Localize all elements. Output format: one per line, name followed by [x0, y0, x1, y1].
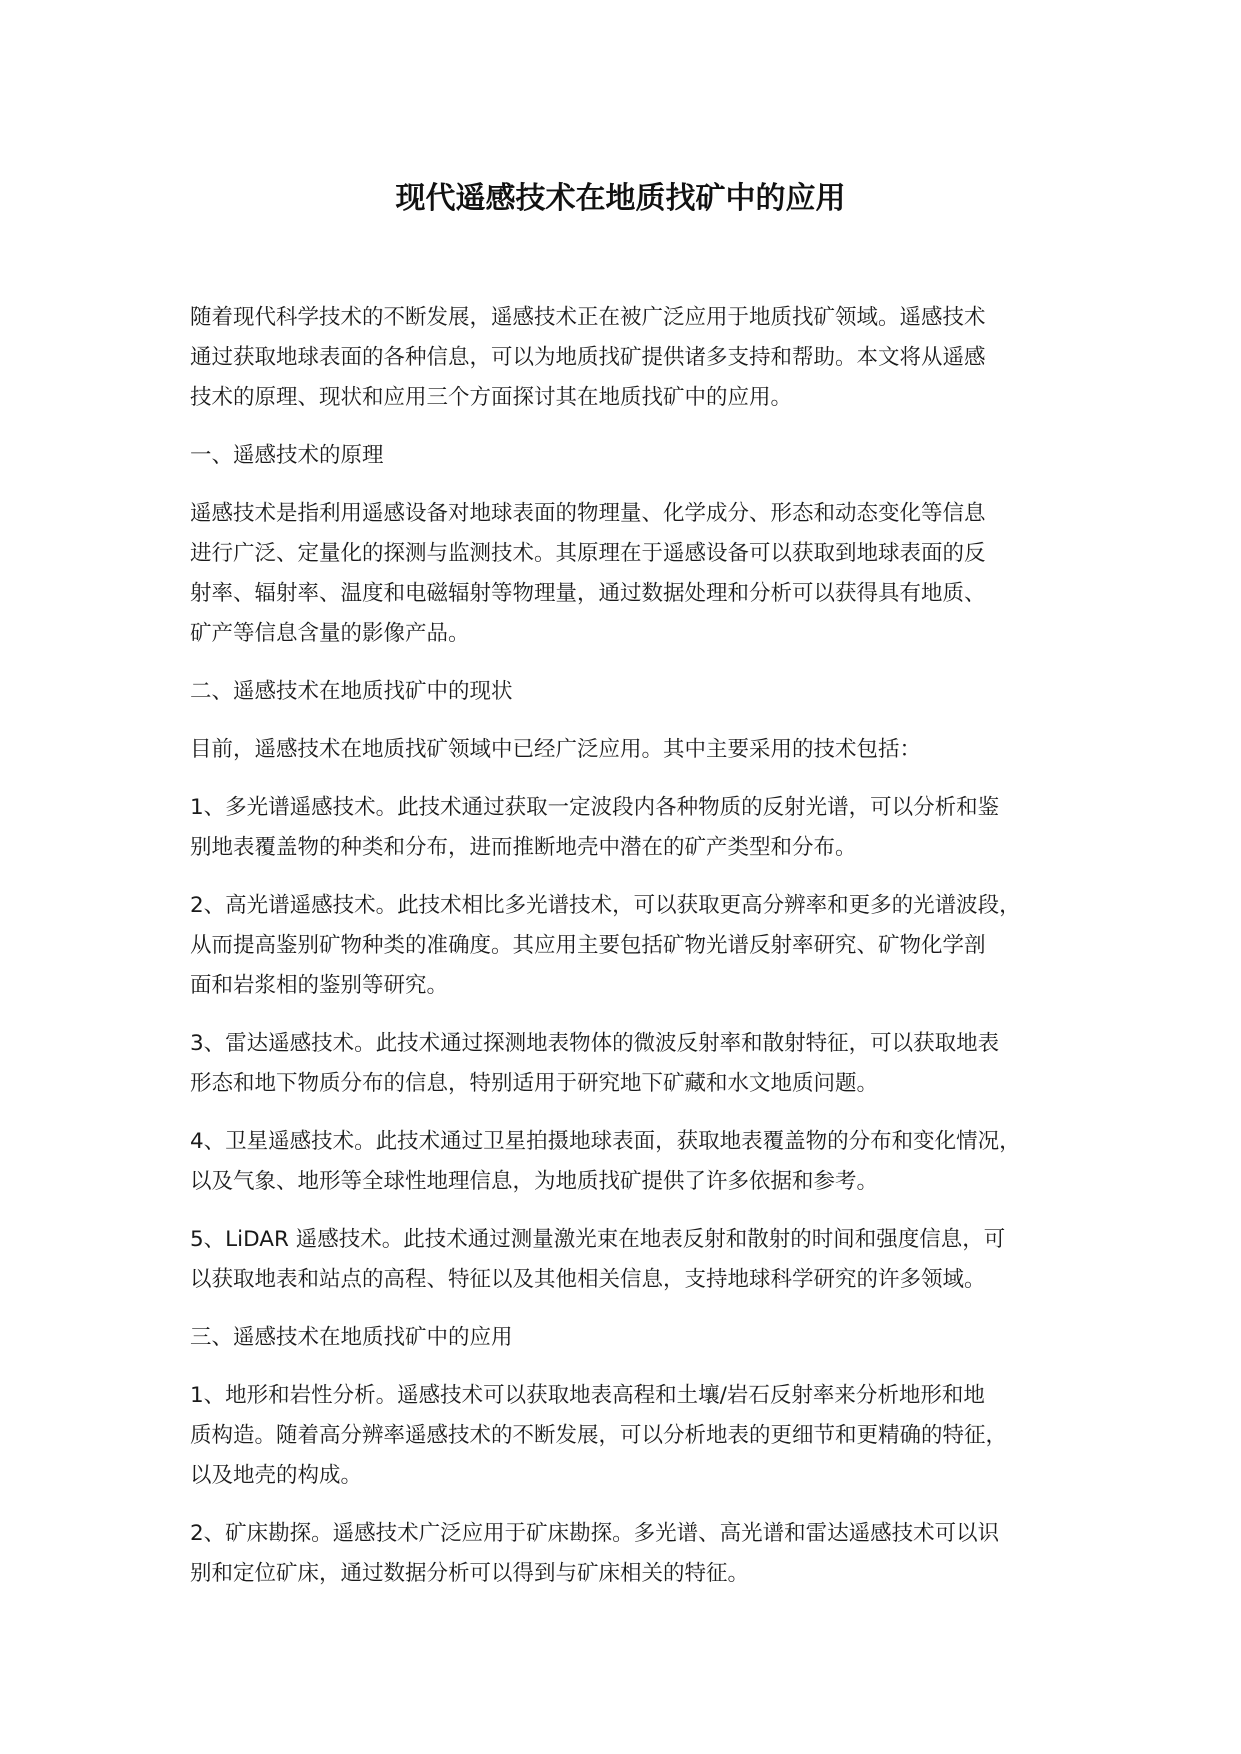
paragraph — [190, 1024, 1090, 1104]
paragraph — [190, 730, 1090, 770]
paragraph-line: 随着现代科学技术的不断发展，遥感技术正在被广泛应用于地质找矿领域。遥感技术 — [190, 305, 986, 330]
paragraph — [190, 1122, 1090, 1202]
paragraph — [190, 494, 1090, 654]
paragraph-line: 别和定位矿床，通过数据分析可以得到与矿床相关的特征。 — [190, 1561, 750, 1586]
paragraph-line: 质构造。随着高分辨率遥感技术的不断发展，可以分析地表的更细节和更精确的特征， — [190, 1423, 1008, 1448]
paragraph-line: 1、多光谱遥感技术。此技术通过获取一定波段内各种物质的反射光谱，可以分析和鉴 — [190, 795, 1000, 820]
paragraph-line: 1、地形和岩性分析。遥感技术可以获取地表高程和土壤/岩石反射率来分析地形和地 — [190, 1383, 985, 1408]
paragraph-line: 目前，遥感技术在地质找矿领域中已经广泛应用。其中主要采用的技术包括： — [190, 737, 922, 762]
paragraph-line: 以及地壳的构成。 — [190, 1463, 363, 1488]
paragraph-line: 4、卫星遥感技术。此技术通过卫星拍摄地球表面，获取地表覆盖物的分布和变化情况， — [190, 1129, 1021, 1154]
paragraph-line: 三、遥感技术在地质找矿中的应用 — [190, 1325, 513, 1350]
paragraph-line: 5、LiDAR 遥感技术。此技术通过测量激光束在地表反射和散射的时间和强度信息，可 — [190, 1227, 1006, 1252]
paragraph-line: 3、雷达遥感技术。此技术通过探测地表物体的微波反射率和散射特征，可以获取地表 — [190, 1031, 1000, 1056]
paragraph-line: 形态和地下物质分布的信息，特别适用于研究地下矿藏和水文地质问题。 — [190, 1071, 879, 1096]
paragraph — [190, 1376, 1090, 1496]
paragraph — [190, 886, 1090, 1006]
paragraph-line: 进行广泛、定量化的探测与监测技术。其原理在于遥感设备可以获取到地球表面的反 — [190, 541, 986, 566]
paragraph-line: 以及气象、地形等全球性地理信息，为地质找矿提供了许多依据和参考。 — [190, 1169, 879, 1194]
paragraph-line: 矿产等信息含量的影像产品。 — [190, 621, 470, 646]
paragraph — [190, 1514, 1090, 1594]
paragraph-line: 2、高光谱遥感技术。此技术相比多光谱技术，可以获取更高分辨率和更多的光谱波段， — [190, 893, 1021, 918]
paragraph-line: 面和岩浆相的鉴别等研究。 — [190, 973, 449, 998]
paragraph — [190, 1318, 1090, 1358]
paragraph-line: 二、遥感技术在地质找矿中的现状 — [190, 679, 513, 704]
paragraph-line: 2、矿床勘探。遥感技术广泛应用于矿床勘探。多光谱、高光谱和雷达遥感技术可以识 — [190, 1521, 1000, 1546]
paragraph — [190, 436, 1090, 476]
paragraph-line: 以获取地表和站点的高程、特征以及其他相关信息，支持地球科学研究的许多领域。 — [190, 1267, 986, 1292]
paragraph-line: 射率、辐射率、温度和电磁辐射等物理量，通过数据处理和分析可以获得具有地质、 — [190, 581, 986, 606]
paragraph-line: 从而提高鉴别矿物种类的准确度。其应用主要包括矿物光谱反射率研究、矿物化学剖 — [190, 933, 986, 958]
paragraph-line: 通过获取地球表面的各种信息，可以为地质找矿提供诸多支持和帮助。本文将从遥感 — [190, 345, 986, 370]
paragraph-line: 别地表覆盖物的种类和分布，进而推断地壳中潜在的矿产类型和分布。 — [190, 835, 857, 860]
document-title: 现代遥感技术在地质找矿中的应用 — [395, 181, 846, 216]
paragraph-line: 遥感技术是指利用遥感设备对地球表面的物理量、化学成分、形态和动态变化等信息 — [190, 501, 986, 526]
paragraph — [190, 672, 1090, 712]
paragraph — [190, 1220, 1090, 1300]
paragraph-line: 技术的原理、现状和应用三个方面探讨其在地质找矿中的应用。 — [190, 385, 793, 410]
paragraph — [190, 788, 1090, 868]
paragraph — [190, 298, 1090, 418]
paragraph-line: 一、遥感技术的原理 — [190, 443, 384, 468]
document-body — [190, 280, 1090, 1594]
